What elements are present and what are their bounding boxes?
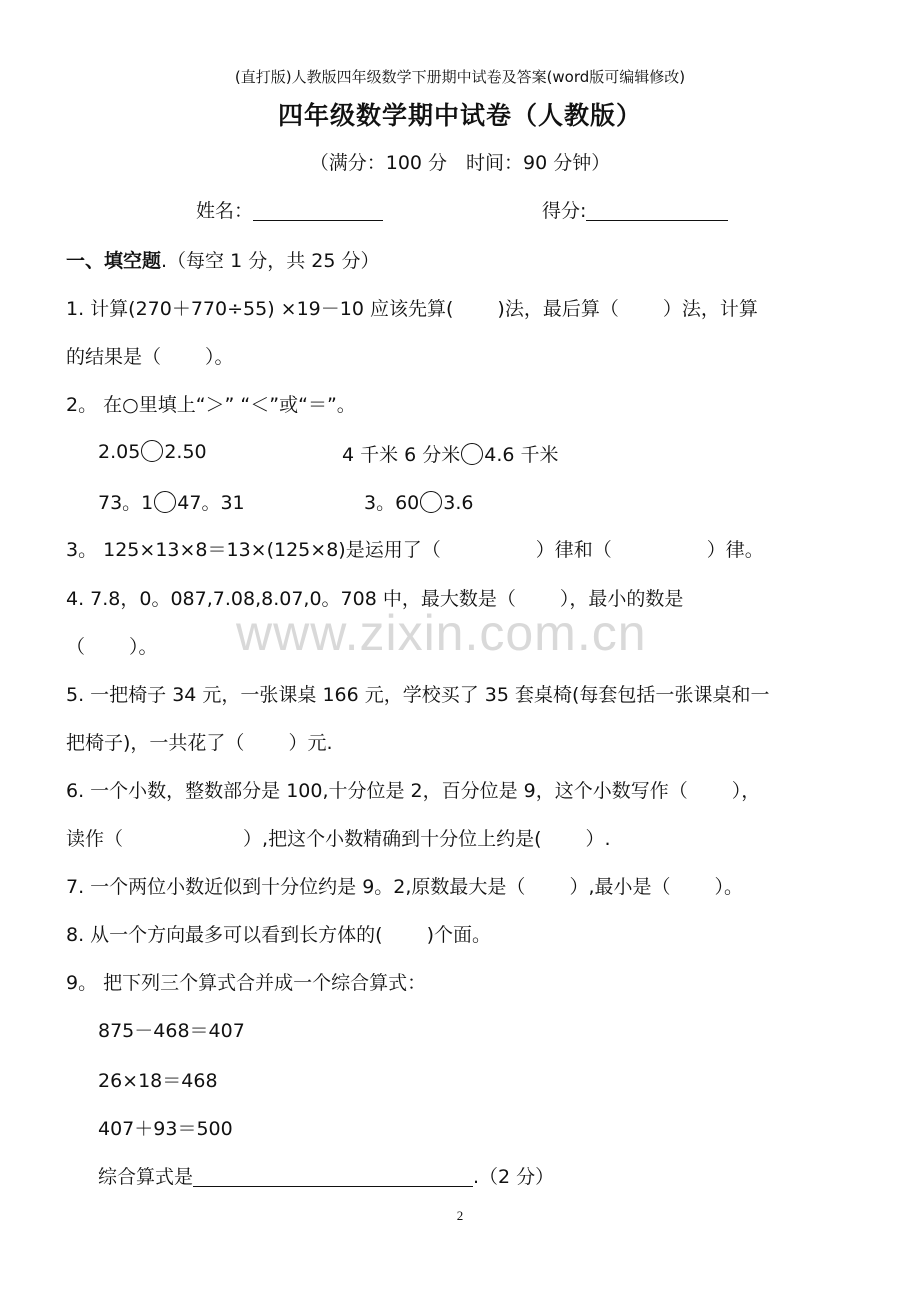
question-1-line-2: 的结果是（ ）。	[66, 346, 234, 368]
score-blank[interactable]	[586, 200, 728, 221]
question-4-line-2: （ ）。	[66, 636, 158, 658]
answer-blank[interactable]	[193, 1166, 473, 1187]
equation-1: 875－468＝407	[98, 1020, 245, 1042]
compare-right: 4.6 千米	[484, 444, 559, 466]
compare-right: 2.50	[164, 441, 207, 463]
name-field-row	[196, 196, 383, 223]
question-6-line-1: 6. 一个小数，整数部分是 100,十分位是 2，百分位是 9，这个小数写作（ ），	[66, 780, 761, 802]
exam-info: （满分：100 分 时间：90 分钟）	[309, 152, 611, 174]
equation-3: 407＋93＝500	[98, 1118, 233, 1140]
question-6-line-2: 读作（ ）,把这个小数精确到十分位上约是( ）.	[66, 828, 611, 850]
question-2-line-1: 2。 在○里填上“＞” “＜”或“＝”。	[66, 394, 356, 416]
combined-expression-row	[98, 1162, 554, 1189]
compare-left: 73。1	[98, 492, 154, 514]
compare-item-4	[364, 488, 473, 515]
question-5-line-2: 把椅子)，一共花了（ ）元.	[66, 732, 333, 754]
page-number: 2	[456, 1208, 464, 1223]
answer-suffix: .（2 分）	[473, 1166, 555, 1188]
question-7-line-1: 7. 一个两位小数近似到十分位约是 9。2,原数最大是（ ）,最小是（ ）。	[66, 876, 744, 898]
answer-label: 综合算式是	[98, 1166, 194, 1188]
question-4-line-1: 4. 7.8，0。087,7.08,8.07,0。708 中，最大数是（ ），最小的数是	[66, 588, 684, 610]
score-field-row	[542, 196, 728, 223]
header-note: (直打版)人教版四年级数学下册期中试卷及答案(word版可编辑修改)	[234, 68, 686, 86]
section-note: .（每空 1 分，共 25 分）	[161, 250, 380, 272]
compare-item-3	[98, 488, 245, 515]
equation-2: 26×18＝468	[98, 1070, 218, 1092]
compare-right: 3.6	[443, 492, 474, 514]
name-blank[interactable]	[253, 200, 383, 221]
score-label: 得分:	[542, 200, 587, 222]
section-heading: 一、填空题	[66, 250, 162, 272]
compare-left: 4 千米 6 分米	[342, 444, 461, 466]
question-8-line-1: 8. 从一个方向最多可以看到长方体的( )个面。	[66, 924, 492, 946]
compare-left: 2.05	[98, 441, 141, 463]
question-9-line-1: 9。 把下列三个算式合并成一个综合算式：	[66, 972, 427, 994]
section-fill-in-title	[66, 246, 379, 273]
question-3-line-1: 3。 125×13×8＝13×(125×8)是运用了（ ）律和（ ）律。	[66, 539, 764, 561]
compare-item-1	[98, 440, 207, 463]
compare-item-2	[342, 440, 559, 467]
compare-left: 3。60	[364, 492, 420, 514]
name-label: 姓名：	[196, 200, 254, 222]
compare-circle[interactable]	[141, 440, 163, 462]
compare-circle[interactable]	[461, 443, 483, 465]
page-title: 四年级数学期中试卷（人教版）	[277, 101, 642, 130]
compare-circle[interactable]	[154, 491, 176, 513]
question-5-line-1: 5. 一把椅子 34 元，一张课桌 166 元，学校买了 35 套桌椅(每套包括一张课桌和一	[66, 684, 770, 706]
watermark: www.zixin.com.cn	[236, 605, 647, 661]
compare-right: 47。31	[177, 492, 245, 514]
compare-circle[interactable]	[420, 491, 442, 513]
question-1-line-1: 1. 计算(270＋770÷55) ×19－10 应该先算( )法，最后算（ ）法，计算	[66, 298, 758, 320]
